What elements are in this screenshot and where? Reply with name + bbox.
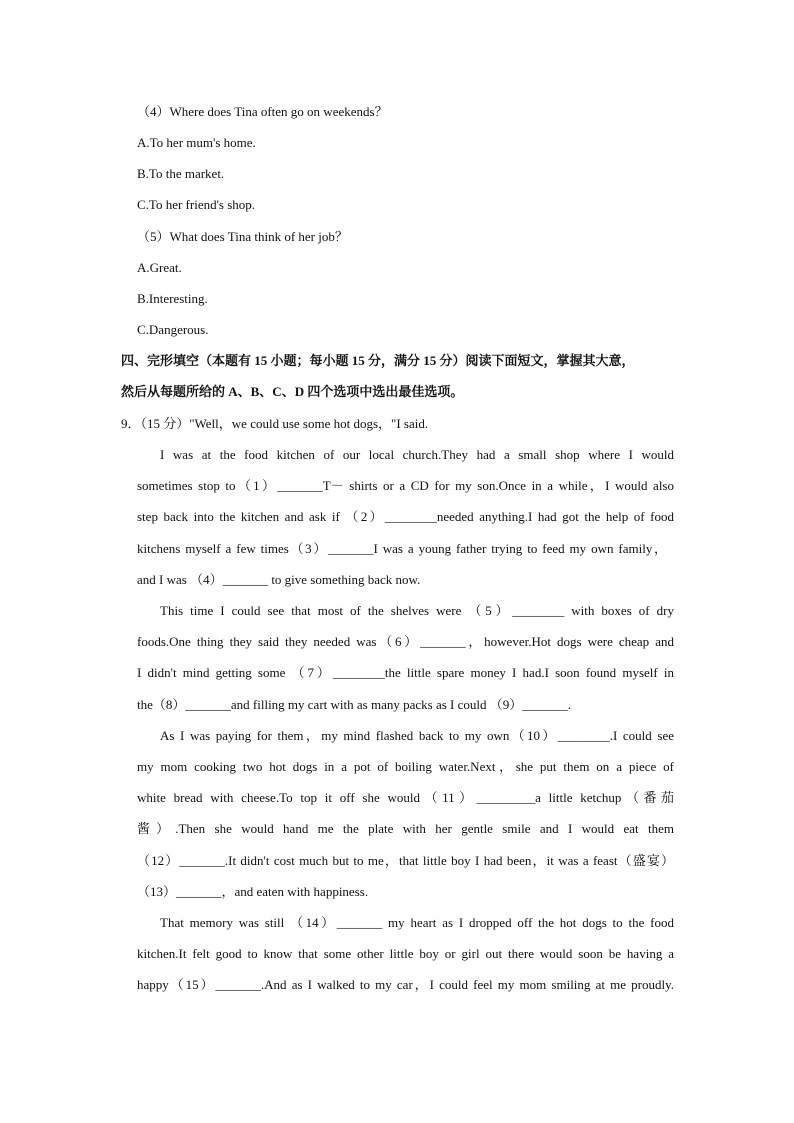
passage-line: kitchens myself a few times（3）_______I was a young father trying to feed my own family，	[137, 541, 667, 556]
passage-line: I was at the food kitchen of our local church.They had a small shop where I would	[160, 447, 674, 462]
passage-line: kitchen.It felt good to know that some other little boy or girl out there would soon be having a	[137, 946, 674, 961]
passage-line: happy（15）_______.And as I walked to my car，I could feel my mom smiling at me proudly.	[137, 977, 674, 992]
question-5-option-a: A.Great.	[137, 260, 182, 275]
passage-line: I didn't mind getting some （7）________the little spare money I had.I soon found myself in	[137, 665, 674, 680]
section-heading-line-1: 四、完形填空（本题有 15 小题；每小题 15 分，满分 15 分）阅读下面短文，掌握其大意，	[121, 353, 635, 368]
question-4-option-a: A.To her mum's home.	[137, 135, 256, 150]
passage-line: my mom cooking two hot dogs in a pot of boiling water.Next，she put them on a piece of	[137, 759, 674, 774]
passage-line: 酱）.Then she would hand me the plate with her gentle smile and I would eat them	[137, 821, 674, 836]
passage-line: （12）_______.It didn't cost much but to me，that little boy I had been，it was a feast（盛宴）	[137, 853, 674, 868]
passage-line: sometimes stop to（1）_______T－ shirts or a CD for my son.Once in a while，I would also	[137, 478, 674, 493]
passage-line: （13）_______，and eaten with happiness.	[137, 884, 369, 899]
question-4-option-c: C.To her friend's shop.	[137, 197, 256, 212]
passage-line: white bread with cheese.To top it off she would（11）_________a little ketchup（番茄	[137, 790, 674, 805]
passage-line: and I was （4）_______ to give something back now.	[137, 572, 421, 587]
passage-line: This time I could see that most of the shelves were （5）________ with boxes of dry	[160, 603, 674, 618]
passage-line: the（8）_______and filling my cart with as many packs as I could （9）_______.	[137, 697, 571, 712]
passage-line: That memory was still （14）_______ my heart as I dropped off the hot dogs to the food	[160, 915, 674, 930]
question-9-line: 9．（15 分）"Well，we could use some hot dogs，"I said.	[121, 416, 429, 431]
question-5-stem: （5）What does Tina think of her job？	[137, 229, 348, 244]
question-5-option-b: B.Interesting.	[137, 291, 208, 306]
question-5-option-c: C.Dangerous.	[137, 322, 209, 337]
question-4-option-b: B.To the market.	[137, 166, 225, 181]
question-4-stem: （4）Where does Tina often go on weekends？	[137, 104, 388, 119]
passage-line: foods.One thing they said they needed was（6）_______，however.Hot dogs were cheap and	[137, 634, 674, 649]
passage-line: As I was paying for them，my mind flashed back to my own（10）________.I could see	[160, 728, 674, 743]
section-heading-line-2: 然后从每题所给的 A、B、C、D 四个选项中选出最佳选项。	[121, 384, 464, 399]
passage-line: step back into the kitchen and ask if （2）________needed anything.I had got the help of food	[137, 509, 674, 524]
